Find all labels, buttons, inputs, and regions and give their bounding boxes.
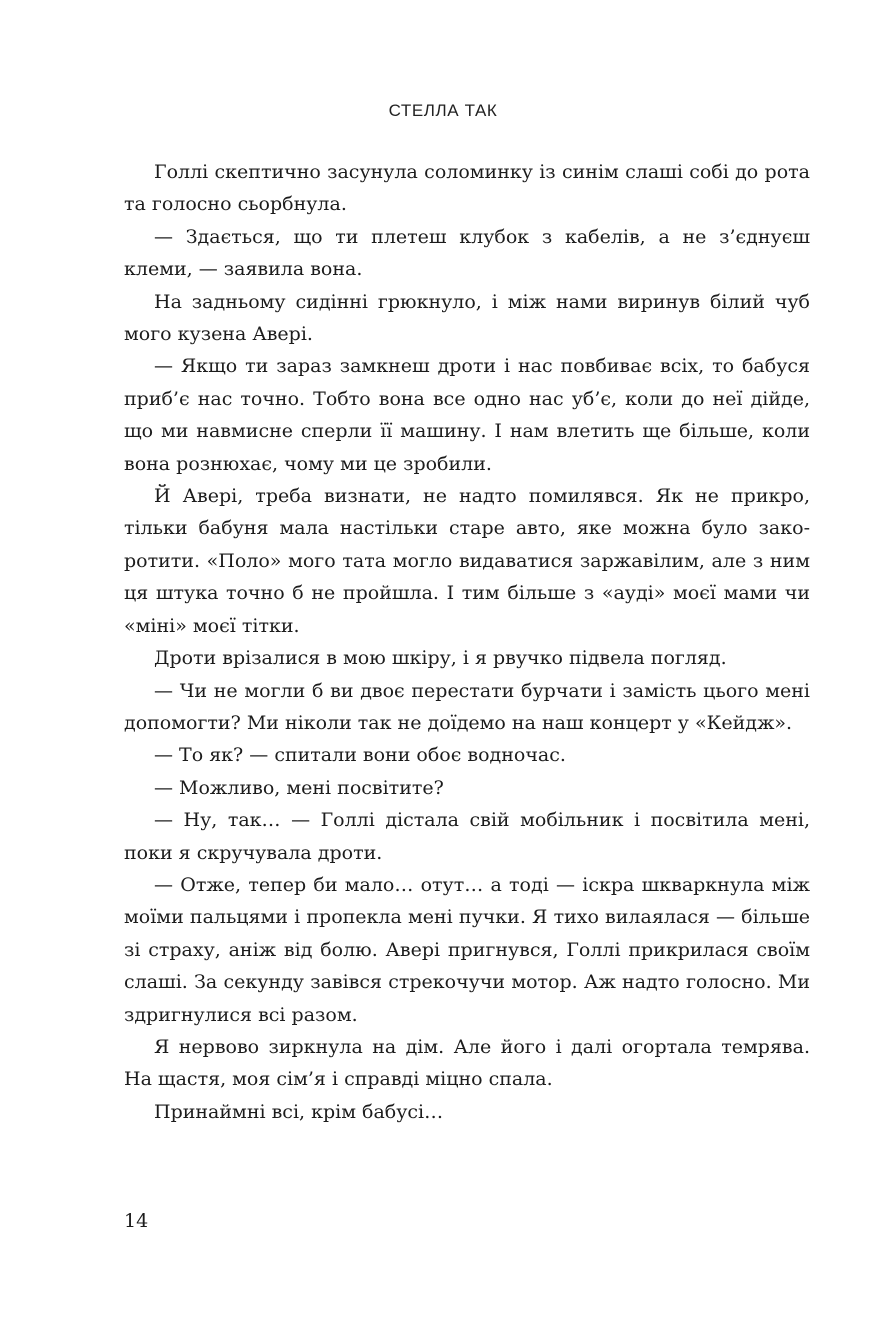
paragraph: — Отже, тепер би мало… отут… а тоді — іскра шкваркнула між моїми пальцями і пропекла мені пучки. Я тихо вилаялася — більше зі страху, аніж від болю. Авері пригнувся, Голлі прикрилася своїм слаші. За секунду завівся стрекочучи мотор. Аж надто голосно. Ми здригнулися всі разом.	[124, 873, 810, 1026]
paragraph: На задньому сидінні грюкнуло, і між нами виринув білий чуб мого кузена Авері.	[124, 290, 810, 346]
paragraph: Принаймні всі, крім бабусі…	[154, 1100, 444, 1123]
paragraph: — Ну, так… — Голлі дістала свій мобільник і посвітила мені, поки я скручувала дроти.	[124, 809, 810, 864]
paragraph: — Чи не могли б ви двоє перестати бурчати і замість цього мені допомогти? Ми ніколи так не доїдемо на наш концерт у «Кейдж».	[124, 679, 810, 734]
paragraph: — Здається, що ти плетеш клубок з кабелів, а не з’єднуєш клеми, — заявила вона.	[124, 225, 810, 281]
paragraph: Дроти врізалися в мою шкіру, і я рвучко підвела погляд.	[154, 647, 727, 670]
paragraph: — То як? — спитали вони обоє водночас.	[154, 744, 566, 767]
paragraph: — Якщо ти зараз замкнеш дроти і нас повбиває всіх, то бабуся приб’є нас точно. Тобто вона все одно нас уб’є, коли до неї дійде, що ми навмисне сперли її машину. І нам влетить ще більше, коли вона рознюхає, чому ми це зробили.	[124, 355, 810, 475]
body-text	[124, 156, 810, 1128]
paragraph: Й Авері, треба визнати, не надто помилявся. Як не прикро, тільки бабуня мала настільки старе авто, яке можна було закоротити. «Поло» мого тата могло видаватися заржавілим, але з ним ця штука точно б не пройшла. І тим більше з «ауді» моєї мами чи «міні» моєї тітки.	[124, 485, 810, 637]
paragraph: Голлі скептично засунула соломинку із синім слаші собі до рота та голосно сьорбнула.	[124, 161, 810, 216]
paragraph: — Можливо, мені посвітите?	[154, 776, 444, 799]
paragraph: Я нервово зиркнула на дім. Але його і далі огортала темрява. На щастя, моя сім’я і справді міцно спала.	[124, 1035, 810, 1091]
running-head: СТЕЛЛА ТАК	[388, 101, 498, 120]
page-number: 14	[124, 1210, 149, 1232]
